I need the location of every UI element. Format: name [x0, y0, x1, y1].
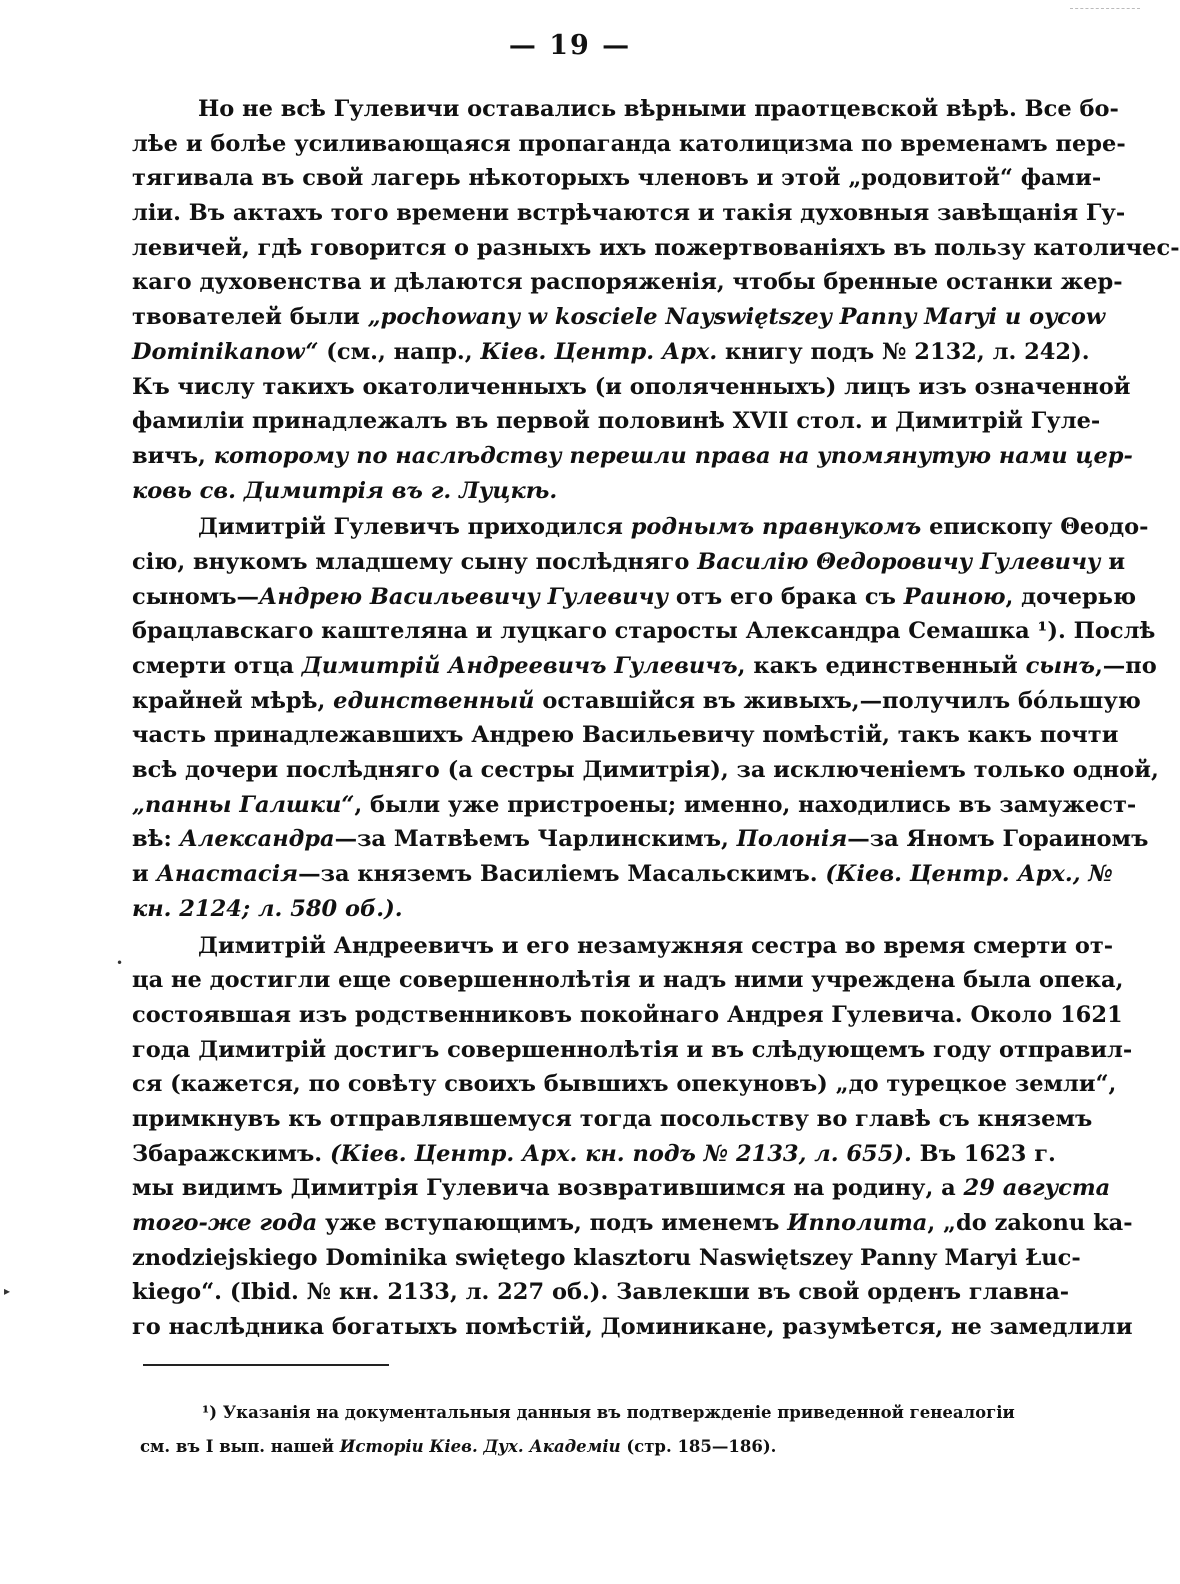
- text-segment: Къ числу такихъ окатоличенныхъ (и ополяченныхъ) лицъ изъ означенной: [132, 373, 1131, 400]
- text-line: [132, 1241, 1081, 1276]
- text-line: [132, 1275, 1070, 1310]
- paragraph: [132, 92, 1180, 508]
- text-line: [132, 335, 1090, 370]
- text-line: [132, 649, 1157, 684]
- text-segment: Кіев. Центр. Арх.: [480, 338, 718, 365]
- text-segment: смерти отца: [132, 653, 302, 679]
- text-line: [132, 857, 1113, 892]
- text-segment: —за Яномъ Гораиномъ: [847, 826, 1149, 853]
- text-segment: Александра: [179, 826, 335, 853]
- text-line: [132, 822, 1149, 857]
- text-segment: твователей были: [132, 304, 368, 331]
- footnote-line: [140, 1430, 990, 1464]
- text-segment: Dominikanow“: [132, 338, 319, 365]
- footnote-segment: (стр. 185—186).: [620, 1437, 777, 1456]
- text-segment: „pochowany w kosciele Nayswiętszey Panny Maryi u oycow: [367, 304, 1106, 331]
- text-segment: книгу подъ № 2132, л. 242).: [717, 338, 1090, 365]
- text-line: [132, 788, 1137, 823]
- text-line: [132, 300, 1106, 335]
- text-segment: , дочерью: [1005, 583, 1137, 610]
- text-line: [132, 580, 1137, 615]
- text-segment: ліи. Въ актахъ того времени встрѣчаются и такія духовныя завѣщанія Гу-: [132, 200, 1126, 227]
- text-line: [132, 265, 1123, 300]
- text-segment: сыномъ—: [132, 583, 260, 610]
- text-line: [132, 545, 1126, 580]
- text-segment: уже вступающимъ, подъ именемъ: [317, 1210, 788, 1236]
- text-line: [132, 929, 1114, 964]
- text-line: [132, 231, 1180, 266]
- text-line: [132, 92, 1119, 127]
- text-line: [132, 963, 1124, 998]
- text-segment: , были уже пристроены; именно, находились въ замужест-: [354, 791, 1137, 818]
- text-line: [132, 474, 990, 509]
- footnote-line: [140, 1396, 1015, 1430]
- text-line: [132, 161, 1102, 196]
- text-segment: ца не достигли еще совершеннолѣтія и надъ ними учреждена была опека,: [132, 967, 1124, 994]
- text-segment: сынъ: [1025, 653, 1095, 679]
- edge-mark: [1070, 8, 1140, 9]
- text-segment: того-же года: [132, 1210, 318, 1236]
- text-segment: епископу Θеодо-: [921, 514, 1149, 541]
- footnote-separator: [143, 1364, 389, 1366]
- text-line: [132, 614, 1156, 649]
- text-segment: которому по наслѣдству перешли права на упомянутую нами цер-: [213, 442, 1133, 469]
- text-line: [132, 439, 1133, 474]
- text-segment: Збаражскимъ.: [132, 1140, 330, 1167]
- text-segment: , „do zakonu ka-: [927, 1210, 1133, 1236]
- text-line: [132, 127, 1126, 162]
- text-segment: брацлавскаго каштеляна и луцкаго старосты Александра Семашка ¹). Послѣ: [132, 618, 1156, 645]
- text-line: [132, 370, 1131, 405]
- text-segment: ковь св. Димитрія въ г. Луцкѣ.: [132, 477, 558, 504]
- text-segment: —за княземъ Василіемъ Масальскимъ.: [298, 861, 826, 888]
- text-segment: Завлекши въ свой орденъ главна-: [608, 1279, 1070, 1306]
- text-segment: Димитрій Андреевичъ Гулевичъ: [301, 653, 738, 679]
- page-number: — 19 —: [508, 30, 632, 61]
- text-segment: вѣ:: [132, 826, 180, 853]
- text-segment: ,—по: [1094, 653, 1157, 679]
- text-segment: „панны Галшки“: [132, 791, 355, 818]
- footnote-segment: см. въ I вып. нашей: [140, 1437, 340, 1456]
- text-segment: роднымъ правнукомъ: [630, 514, 922, 541]
- text-line: [132, 404, 1101, 439]
- text-line: [132, 892, 990, 927]
- text-segment: Но не всѣ Гулевичи оставались вѣрными праотцевской вѣрѣ. Все бо-: [198, 96, 1119, 122]
- text-segment: го наслѣдника богатыхъ помѣстій, Доминикане, разумѣется, не замедлили: [132, 1314, 1133, 1341]
- text-line: [132, 1171, 1111, 1206]
- footnote-segment: Исторіи Кіев. Дух. Академіи: [339, 1437, 621, 1456]
- body-text: [132, 92, 1180, 1345]
- text-line: [132, 1137, 1056, 1172]
- paragraph: [132, 510, 1159, 926]
- text-segment: крайней мѣрѣ,: [132, 687, 334, 714]
- text-segment: всѣ дочери послѣдняго (а сестры Димитрія), за исключеніемъ только одной,: [132, 757, 1159, 784]
- text-line: [132, 510, 1149, 545]
- text-segment: Полонія: [736, 826, 848, 853]
- text-line: [132, 718, 1119, 753]
- text-segment: и: [132, 861, 157, 888]
- text-segment: и: [1100, 548, 1126, 575]
- text-segment: мы видимъ Димитрія Гулевича возвратившимся на родину, а: [132, 1175, 964, 1202]
- text-segment: Димитрій Андреевичъ и его незамужняя сестра во время смерти от-: [198, 932, 1114, 959]
- text-segment: Василію Θедоровичу Гулевичу: [697, 548, 1101, 575]
- text-segment: Ипполита: [787, 1210, 928, 1236]
- footnote-segment: ¹) Указанія на документальныя данныя въ подтвержденіе приведенной генеалогіи: [202, 1403, 1015, 1422]
- text-segment: отъ его брака съ: [668, 583, 904, 610]
- text-segment: вичъ,: [132, 442, 214, 469]
- text-line: [132, 684, 1141, 719]
- text-segment: лѣе и болѣе усиливающаяся пропаганда католицизма по временамъ пере-: [132, 130, 1126, 157]
- text-segment: znodziejskiego Dominika swiętego klasztoru Naswiętszey Panny Maryi Łuc-: [132, 1244, 1081, 1271]
- text-segment: тягивала въ свой лагерь нѣкоторыхъ членовъ и этой „родовитой“ фами-: [132, 165, 1102, 192]
- text-line: [132, 196, 1126, 231]
- text-segment: ся (кажется, по совѣту своихъ бывшихъ опекуновъ) „до турецкое земли“,: [132, 1071, 1117, 1098]
- text-segment: года Димитрій достигъ совершеннолѣтія и въ слѣдующемъ году отправил-: [132, 1036, 1133, 1063]
- text-segment: Въ 1623 г.: [911, 1140, 1056, 1167]
- text-segment: каго духовенства и дѣлаются распоряженія, чтобы бренные останки жер-: [132, 269, 1123, 296]
- text-segment: —за Матвѣемъ Чарлинскимъ,: [334, 826, 737, 853]
- text-line: [132, 998, 1123, 1033]
- text-segment: часть принадлежавшихъ Андрею Васильевичу помѣстій, такъ какъ почти: [132, 722, 1119, 749]
- text-segment: примкнувъ къ отправлявшемуся тогда посольству во главѣ съ княземъ: [132, 1105, 1093, 1132]
- text-segment: (см., напр.,: [318, 338, 481, 365]
- footnote: [140, 1396, 1015, 1464]
- paragraph: [132, 929, 1133, 1345]
- text-segment: кн. 2124; л. 580 об.).: [132, 895, 403, 922]
- text-segment: сію, внукомъ младшему сыну послѣдняго: [132, 548, 698, 575]
- text-line: [132, 1206, 1133, 1241]
- text-segment: единственный: [333, 687, 535, 714]
- text-segment: левичей, гдѣ говорится о разныхъ ихъ пожертвованіяхъ въ пользу католичес-: [132, 234, 1180, 261]
- text-segment: (Кіев. Центр. Арх., №: [825, 861, 1113, 888]
- text-segment: (Кіев. Центр. Арх. кн. подъ № 2133, л. 655).: [329, 1140, 912, 1167]
- text-line: [132, 1102, 1093, 1137]
- text-segment: kiego“.: [132, 1279, 230, 1306]
- text-segment: Андрею Васильевичу Гулевичу: [259, 583, 669, 610]
- text-line: [132, 1067, 1117, 1102]
- margin-arrow-mark: ▸: [4, 1284, 11, 1298]
- text-segment: Димитрій Гулевичъ приходился: [198, 514, 631, 541]
- margin-dot-mark: •: [116, 956, 124, 970]
- text-segment: оставшійся въ живыхъ,—получилъ бо́льшую: [534, 687, 1141, 714]
- text-segment: Раиною: [903, 583, 1006, 610]
- text-line: [132, 1310, 1133, 1345]
- text-line: [132, 1033, 1133, 1068]
- text-segment: состоявшая изъ родственниковъ покойнаго Андрея Гулевича. Около 1621: [132, 1001, 1123, 1028]
- text-segment: 29 августа: [963, 1175, 1111, 1202]
- text-segment: (Ibid. № кн. 2133, л. 227 об.).: [229, 1279, 609, 1306]
- text-segment: Анастасія: [156, 861, 299, 888]
- text-segment: фамиліи принадлежалъ въ первой половинѣ XVII стол. и Димитрій Гуле-: [132, 408, 1101, 435]
- text-line: [132, 753, 1159, 788]
- text-segment: , какъ единственный: [737, 653, 1026, 679]
